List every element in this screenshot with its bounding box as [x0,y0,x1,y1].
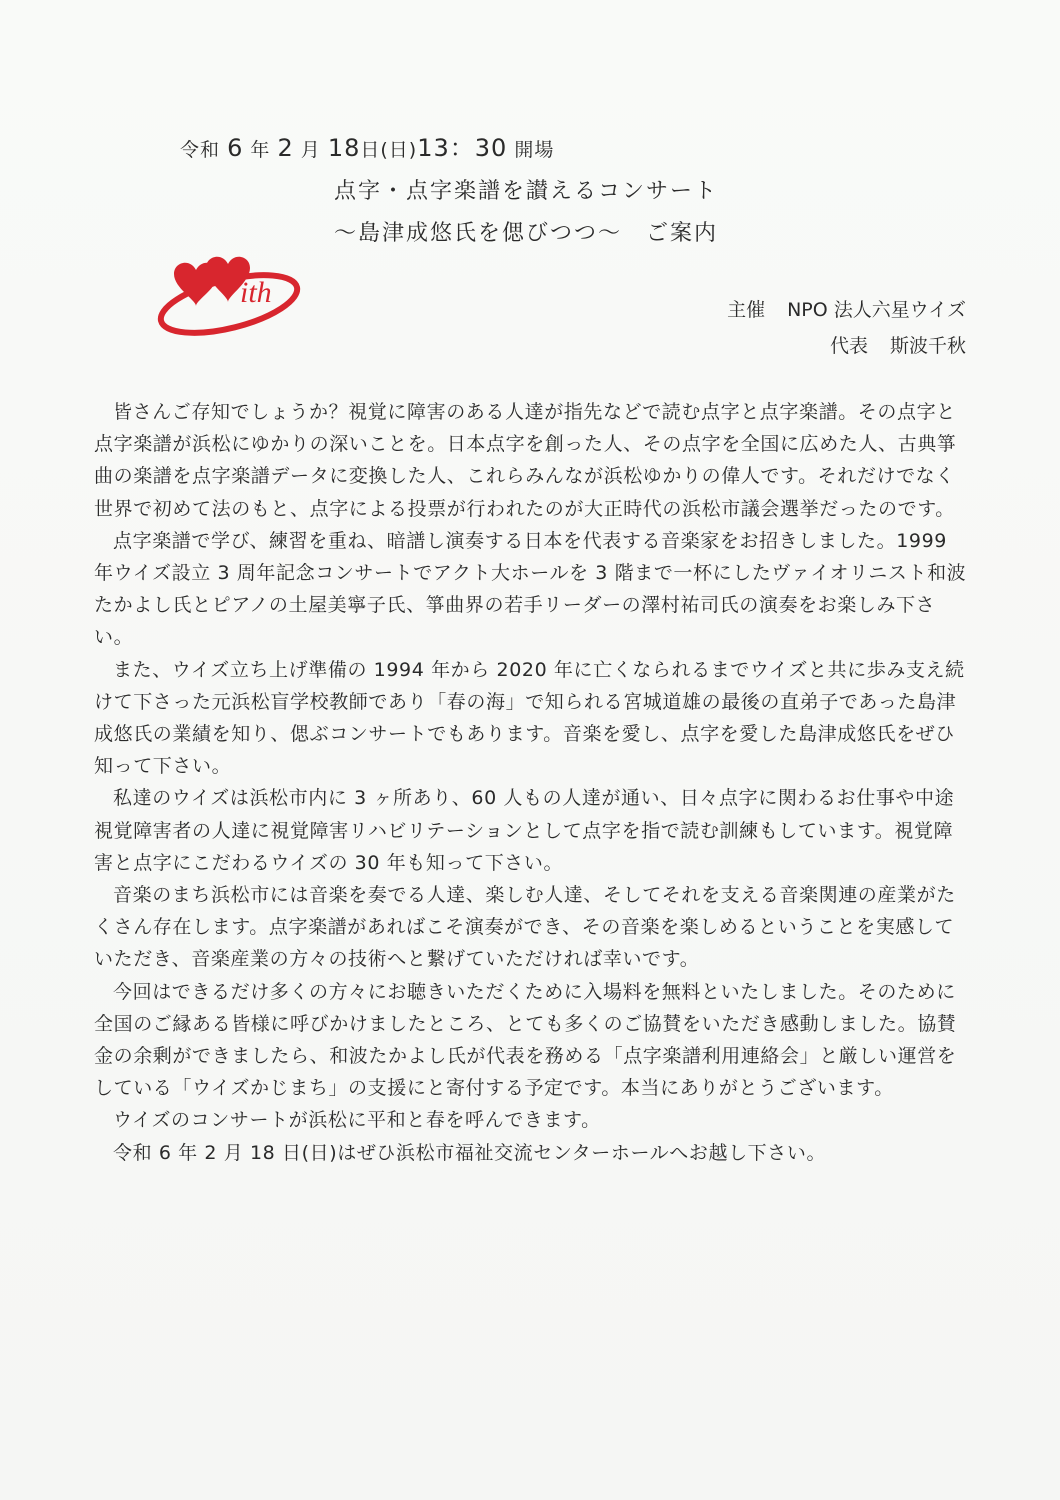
with-logo-icon [154,244,304,336]
year-unit: 年 [250,139,271,161]
representative-label: 代表 [829,335,868,357]
month-value: 2 [277,134,294,162]
concert-title: 点字・点字楽譜を讃えるコンサート [334,179,719,204]
day-unit: 日(日) [360,139,418,161]
paragraph: 音楽のまち浜松市には音楽を奏でる人達、楽しむ人達、そしてそれを支える音楽関連の産業がたくさん存在します。点字楽譜があればこそ演奏ができ、その音楽を楽しめるということを実感していただき、音楽産業の方々の技術へと繋げていただければ幸いです。 [94,884,956,971]
paragraph: 今回はできるだけ多くの方々にお聴きいただくために入場料を無料といたしました。そのために全国のご縁ある皆様に呼びかけましたところ、とても多くのご協賛をいただき感動しました。協賛金の余剰ができましたら、和波たかよし氏が代表を務める「点字楽譜利用連絡会」と厳しい運営をしている「ウイズかじまち」の支援にと寄付する予定です。本当にありがとうございます。 [94,980,957,1100]
organizer-block [727,292,966,364]
paragraph: ウイズのコンサートが浜松に平和と春を呼んできます。 [113,1109,601,1132]
month-unit: 月 [300,139,321,161]
svg-text:ith: ith [240,276,272,309]
host-name: NPO 法人六星ウイズ [787,299,966,321]
paragraph: 私達のウイズは浜松市内に 3 ヶ所あり、60 人もの人達が通い、日々点字に関わるお仕事や中途視覚障害者の人達に視覚障害リハビリテーションとして点字を指で読む訓練もしています。視覚障害と点字にこだわるウイズの 30 年も知って下さい。 [94,787,955,874]
representative-name: 斯波千秋 [889,335,966,357]
paragraph: 皆さんご存知でしょうか？視覚に障害のある人達が指先などで読む点字と点字楽譜。その点字と点字楽譜が浜松にゆかりの深いことを。日本点字を創った人、その点字を全国に広めた人、古典箏曲の楽譜を点字楽譜データに変換した人、これらみんなが浜松ゆかりの偉人です。それだけでなく世界で初めて法のもと、点字による投票が行われたのが大正時代の浜松市議会選挙だったのです。 [94,401,957,520]
time-value: 13：30 [417,134,508,162]
year-value: 6 [227,134,244,162]
era-label: 令和 [180,139,221,161]
paragraph: また、ウイズ立ち上げ準備の 1994 年から 2020 年に亡くなられるまでウイズと共に歩み支え続けて下さった元浜松盲学校教師であり「春の海」で知られる宮城道雄の最後の直弟子であった島津成悠氏の業績を知り、偲ぶコンサートでもあります。音楽を愛し、点字を愛した島津成悠氏をぜひ知って下さい。 [94,658,965,778]
open-label: 開場 [514,139,555,161]
paragraph: 点字楽譜で学び、練習を重ね、暗譜し演奏する日本を代表する音楽家をお招きしました。1999 年ウイズ設立 3 周年記念コンサートでアクト大ホールを 3 階まで一杯にしたヴァイオリニスト和波たかよし氏とピアノの土屋美寧子氏、箏曲界の若手リーダーの澤村祐司氏の演奏をお楽しみ下さい。 [94,529,967,649]
concert-subtitle: ～島津成悠氏を偲びつつ～ ご案内 [334,221,719,246]
with-logo [154,244,304,336]
day-value: 18 [327,134,361,162]
body-text [94,396,970,1169]
event-date-line [180,128,554,163]
host-row [727,292,966,328]
host-label: 主催 [727,299,766,321]
paragraph: 令和 6 年 2 月 18 日(日)はぜひ浜松市福祉交流センターホールへお越し下さい。 [113,1141,827,1164]
representative-row [727,328,966,364]
